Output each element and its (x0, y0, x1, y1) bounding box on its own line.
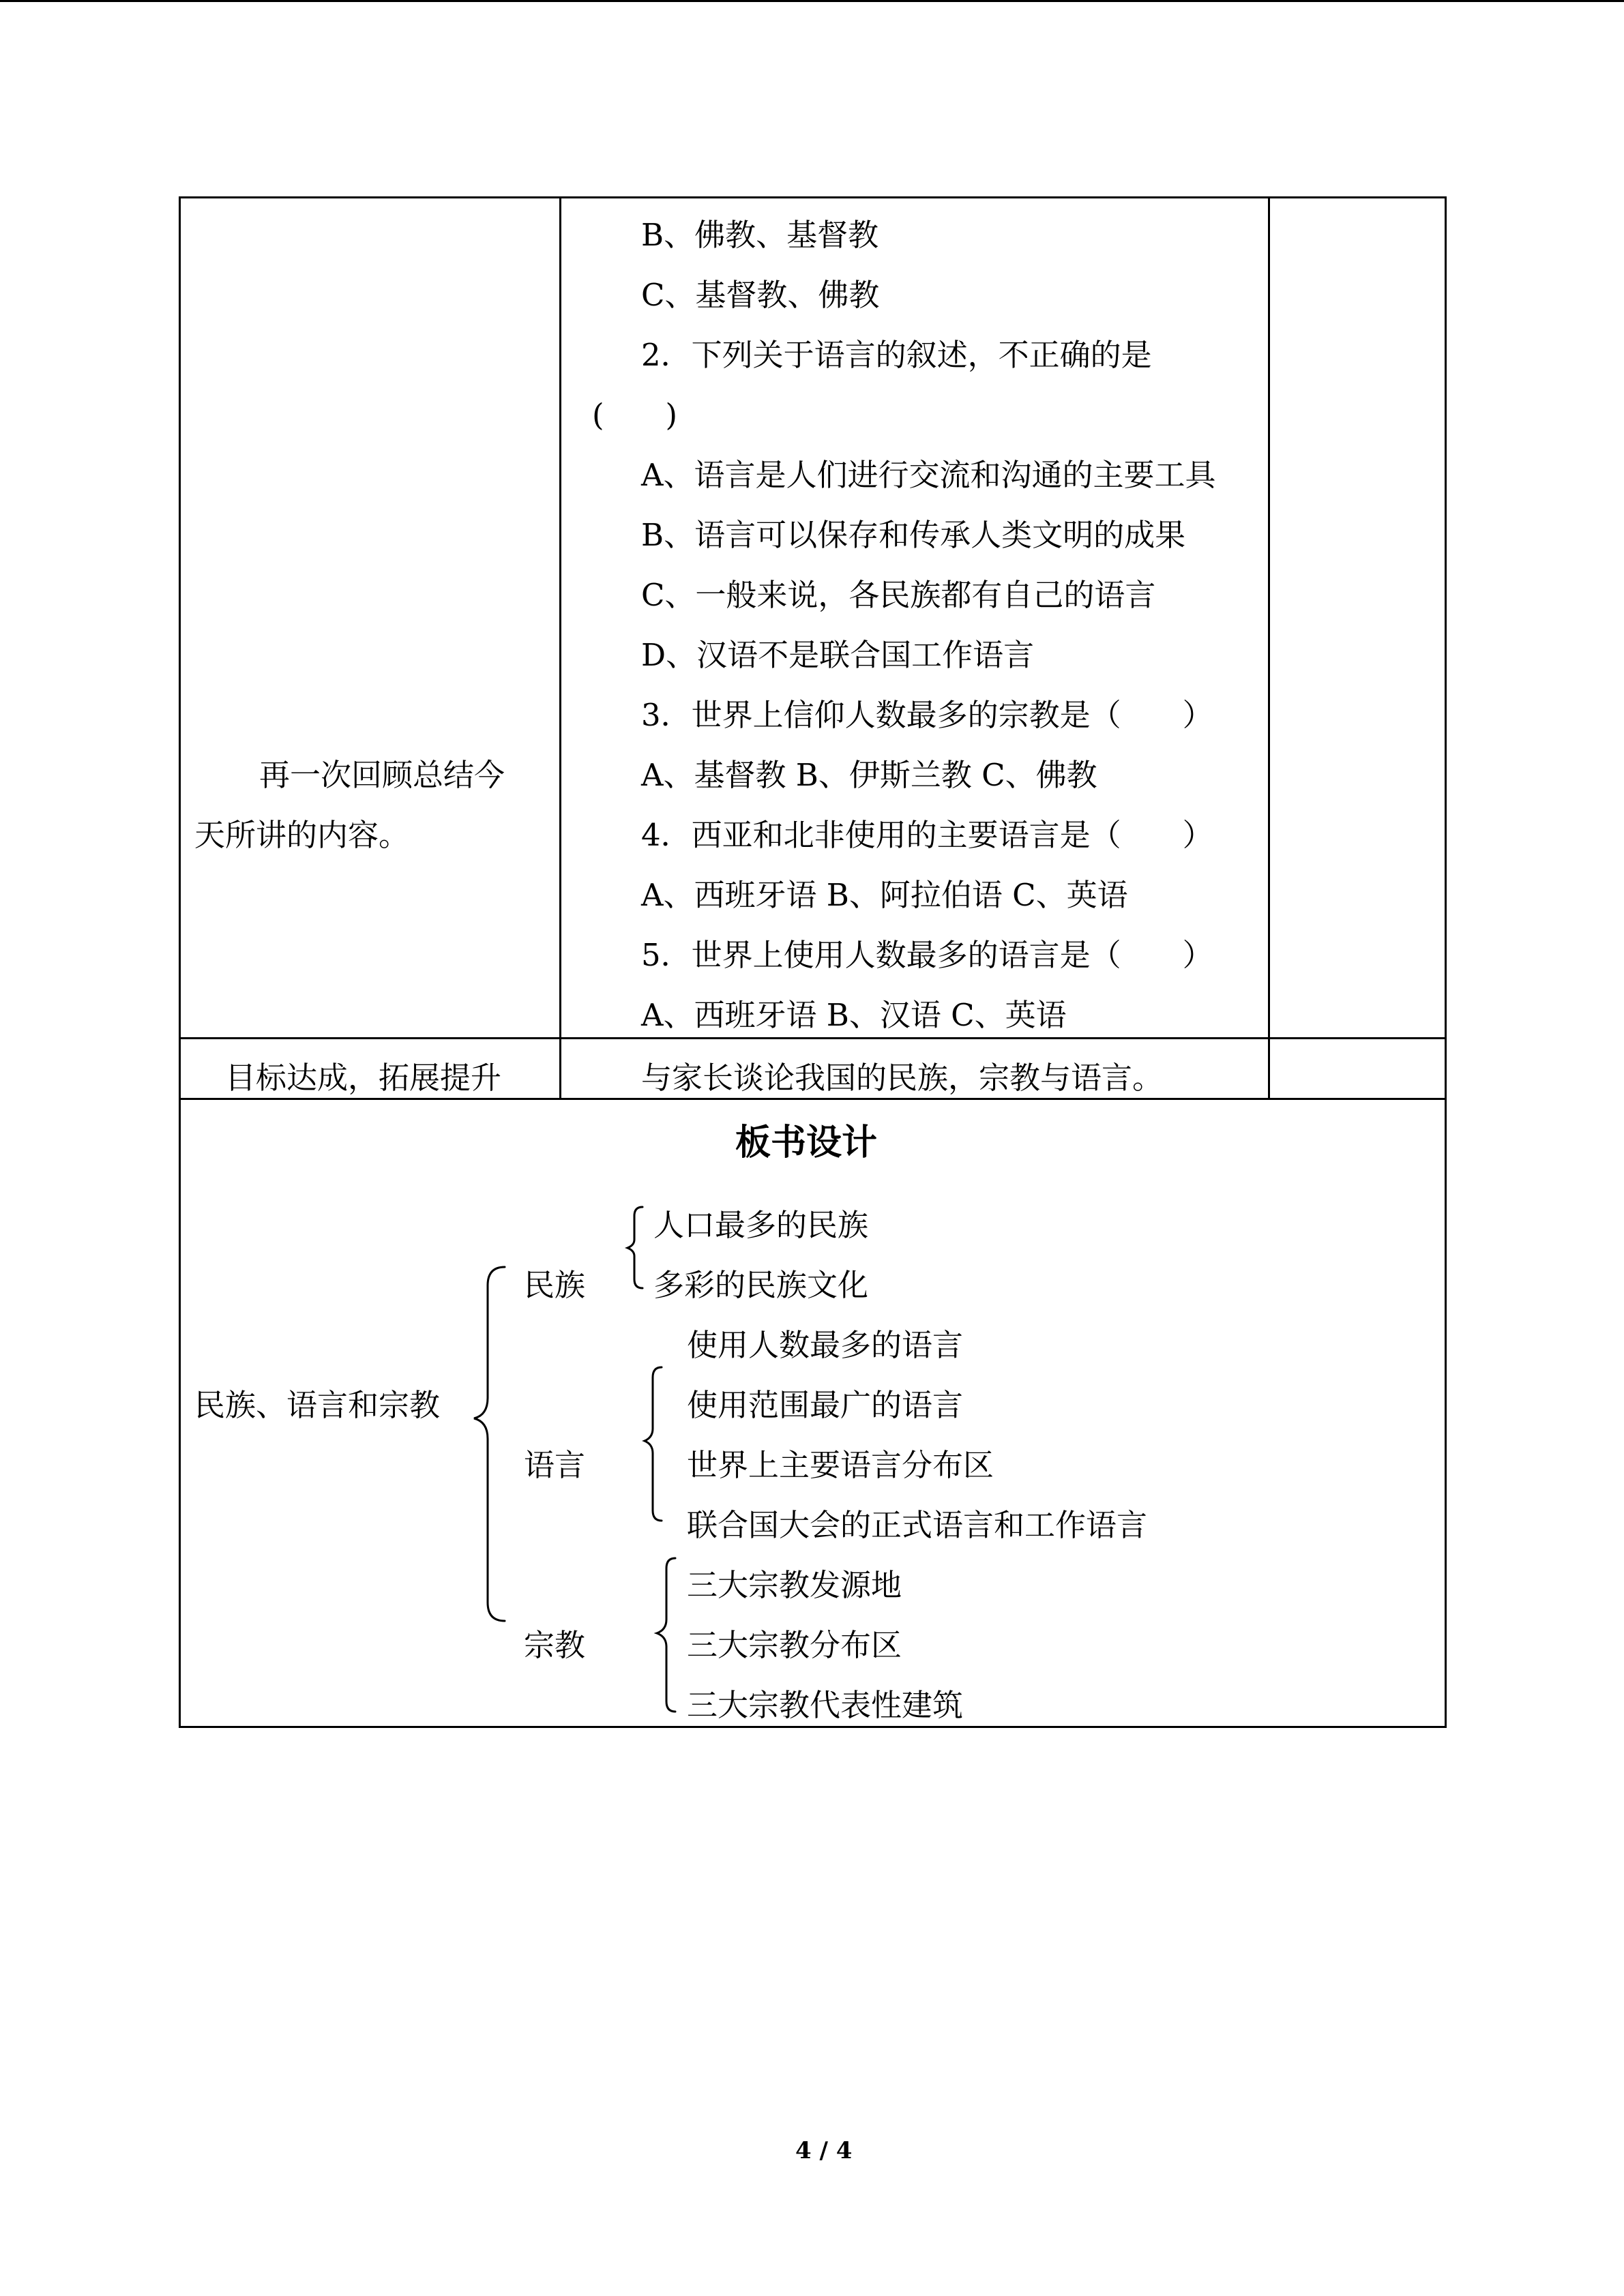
brace-language (645, 1367, 662, 1521)
q1-option-b: B、佛教、基督教 (641, 217, 879, 253)
branch-language: 语言 (524, 1447, 586, 1483)
q2-answer-paren: ( ) (592, 397, 678, 433)
page-number: 4 / 4 (795, 2137, 853, 2164)
q5-stem: 5．世界上使用人数最多的语言是（ ） (641, 937, 1213, 973)
religion-item: 三大宗教发源地 (687, 1567, 902, 1603)
brace-ethnic (628, 1207, 643, 1288)
brace-religion (657, 1558, 675, 1712)
brace-root (474, 1267, 505, 1621)
goal-content: 与家长谈论我国的民族，宗教与语言。 (641, 1060, 1164, 1096)
language-item: 使用人数最多的语言 (687, 1327, 964, 1363)
summary-line-1: 再一次回顾总结今 (259, 757, 505, 793)
q3-stem: 3．世界上信仰人数最多的宗教是（ ） (641, 697, 1213, 733)
ethnic-item: 人口最多的民族 (653, 1207, 869, 1243)
board-title: 板书设计 (735, 1122, 878, 1163)
summary-line-2: 天所讲的内容。 (194, 817, 410, 853)
q2-option-c: C、一般来说，各民族都有自己的语言 (641, 577, 1156, 613)
board-root: 民族、语言和宗教 (194, 1387, 441, 1423)
q1-option-c: C、基督教、佛教 (641, 277, 880, 313)
q4-options: A、西班牙语 B、阿拉伯语 C、英语 (641, 877, 1128, 913)
language-item: 使用范围最广的语言 (687, 1387, 964, 1423)
q5-options: A、西班牙语 B、汉语 C、英语 (641, 997, 1067, 1033)
religion-item: 三大宗教分布区 (687, 1627, 902, 1663)
branch-ethnic: 民族 (524, 1267, 586, 1303)
religion-item: 三大宗教代表性建筑 (687, 1687, 964, 1723)
goal-label: 目标达成，拓展提升 (225, 1060, 502, 1096)
q2-option-b: B、语言可以保存和传承人类文明的成果 (641, 517, 1186, 553)
q2-stem: 2．下列关于语言的叙述，不正确的是 (641, 337, 1152, 373)
ethnic-item: 多彩的民族文化 (653, 1267, 869, 1303)
q2-option-d: D、汉语不是联合国工作语言 (641, 637, 1035, 673)
q4-stem: 4．西亚和北非使用的主要语言是（ ） (641, 817, 1213, 853)
language-item: 世界上主要语言分布区 (687, 1447, 994, 1483)
q3-options: A、基督教 B、伊斯兰教 C、佛教 (641, 757, 1097, 793)
language-item: 联合国大会的正式语言和工作语言 (687, 1507, 1148, 1543)
branch-religion: 宗教 (524, 1627, 586, 1663)
q2-option-a: A、语言是人们进行交流和沟通的主要工具 (641, 457, 1216, 493)
